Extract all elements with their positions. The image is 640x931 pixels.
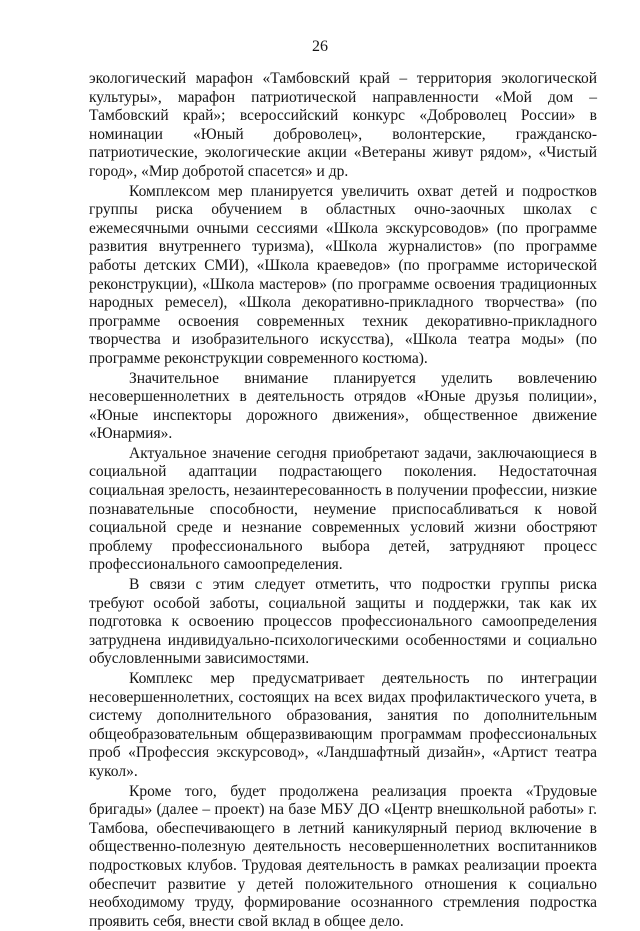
- paragraph: Кроме того, будет продолжена реализация проекта «Трудовые бригады» (далее – проект) на базе МБУ ДО «Центр внешкольной работы» г. Тамбова, обеспечивающего в летний каникулярный период включение в общественно-полезную деятельность несовершеннолетних воспитанников подростковых клубов. Трудовая деятельность в рамках реализации проекта обеспечит развитие у детей положительного отношения к социально необходимому труду, формирование осознанного стремления подростка проявить себя, внести свой вклад в общее дело.: [89, 782, 597, 930]
- paragraph: Актуальное значение сегодня приобретают задачи, заключающиеся в социальной адаптации подрастающего поколения. Недостаточная социальная зрелость, незаинтересованность в получении профессии, низкие познавательные способности, неумение приспосабливаться к новой социальной среде и незнание современных условий жизни обостряют проблему профессионального выбора детей, затрудняют процесс профессионального самоопределения.: [89, 444, 597, 574]
- document-body: [89, 70, 597, 931]
- paragraph: Комплексом мер планируется увеличить охват детей и подростков группы риска обучением в областных очно-заочных школах с ежемесячными очными сессиями «Школа экскурсоводов» (по программе развития внутреннего туризма), «Школа журналистов» (по программе работы детских СМИ), «Школа краеведов» (по программе исторической реконструкции), «Школа мастеров» (по программе освоения традиционных народных ремесел), «Школа декоративно-прикладного творчества» (по программе освоения современных техник декоративно-прикладного творчества и изобразительного искусства), «Школа театра моды» (по программе реконструкции современного костюма).: [89, 182, 597, 367]
- page-number: 26: [312, 38, 328, 55]
- paragraph: Комплекс мер предусматривает деятельность по интеграции несовершеннолетних, состоящих на всех видах профилактического учета, в систему дополнительного образования, занятия по дополнительным общеобразовательным общеразвивающим программам профессиональных проб «Профессия экскурсовод», «Ландшафтный дизайн», «Артист театра кукол».: [89, 670, 597, 780]
- paragraph: Значительное внимание планируется уделить вовлечению несовершеннолетних в деятельность отрядов «Юные друзья полиции», «Юные инспекторы дорожного движения», общественное движение «Юнармия».: [89, 369, 597, 443]
- paragraph-continued: экологический марафон «Тамбовский край – территория экологической культуры», марафон патриотической направленности «Мой дом – Тамбовский край»; всероссийский конкурс «Доброволец России» в номинации «Юный доброволец», волонтерские, гражданско-патриотические, экологические акции «Ветераны живут рядом», «Чистый город», «Мир добротой спасется» и др.: [89, 70, 597, 180]
- paragraph: В связи с этим следует отметить, что подростки группы риска требуют особой заботы, социальной защиты и поддержки, так как их подготовка к освоению процессов профессионального самоопределения затруднена индивидуально-психологическими особенностями и социально обусловленными зависимостями.: [89, 576, 597, 668]
